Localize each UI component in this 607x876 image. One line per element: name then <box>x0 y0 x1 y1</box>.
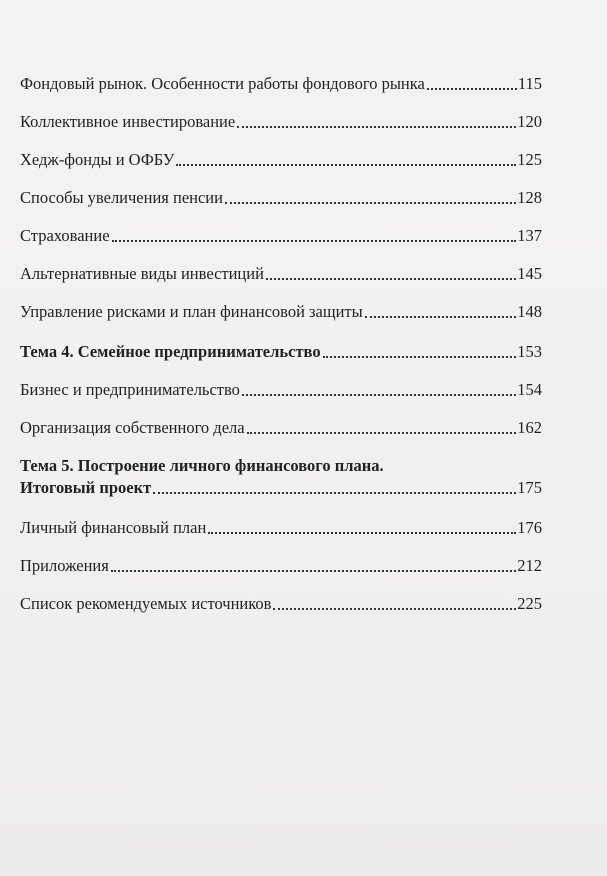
toc-dot-leader <box>112 240 517 242</box>
toc-entry <box>20 146 542 170</box>
toc-entry <box>20 70 542 94</box>
toc-entry <box>20 108 542 132</box>
toc-entry <box>20 514 542 538</box>
toc-page-number: 175 <box>517 478 542 497</box>
toc-entry-title: Список рекомендуемых источников <box>20 594 272 613</box>
toc-page-number: 225 <box>517 594 542 613</box>
toc-entry <box>20 414 542 438</box>
toc-entry <box>20 260 542 284</box>
toc-dot-leader <box>111 570 516 572</box>
toc-dot-leader <box>208 532 516 534</box>
toc-dot-leader <box>365 316 517 318</box>
toc-entry-title: Хедж-фонды и ОФБУ <box>20 150 175 169</box>
toc-dot-leader <box>273 608 516 610</box>
toc-page-number: 128 <box>517 188 542 207</box>
toc-entry <box>20 376 542 400</box>
toc-entry-title: Приложения <box>20 556 109 575</box>
toc-entry <box>20 552 542 576</box>
toc-page-number: 148 <box>517 302 542 321</box>
toc-page-number: 154 <box>517 380 542 399</box>
toc-dot-leader <box>242 394 516 396</box>
toc-page-number: 176 <box>517 518 542 537</box>
toc-dot-leader <box>323 356 517 358</box>
toc-page-number: 125 <box>517 150 542 169</box>
toc-dot-leader <box>427 88 517 90</box>
toc-entry <box>20 590 542 614</box>
toc-dot-leader <box>247 432 517 434</box>
toc-page-number: 162 <box>517 418 542 437</box>
toc-page-number: 120 <box>517 112 542 131</box>
toc-entry-title: Организация собственного дела <box>20 418 245 437</box>
toc-entry <box>20 222 542 246</box>
toc-topic-entry <box>20 474 542 498</box>
toc-entry-title: Итоговый проект <box>20 478 152 497</box>
toc-entry <box>20 184 542 208</box>
toc-entry-title: Управление рисками и план финансовой защиты <box>20 302 363 321</box>
toc-dot-leader <box>266 278 516 280</box>
toc-entry-title: Способы увеличения пенсии <box>20 188 223 207</box>
toc-dot-leader <box>225 202 516 204</box>
toc-dot-leader <box>153 492 516 494</box>
toc-entry-title: Бизнес и предпринимательство <box>20 380 240 399</box>
toc-page-number: 115 <box>517 74 542 93</box>
toc-entry-title: Альтернативные виды инвестиций <box>20 264 264 283</box>
toc-entry <box>20 298 542 322</box>
toc-topic-entry <box>20 338 542 362</box>
toc-page-number: 212 <box>517 556 542 575</box>
toc-page-number: 137 <box>517 226 542 245</box>
toc-dot-leader <box>176 164 516 166</box>
toc-topic-heading: Тема 5. Построение личного финансового плана. <box>20 456 384 475</box>
toc-dot-leader <box>237 126 516 128</box>
toc-page-number: 145 <box>517 264 542 283</box>
toc-entry-title: Коллективное инвестирование <box>20 112 236 131</box>
toc-entry-title: Фондовый рынок. Особенности работы фондового рынка <box>20 74 425 93</box>
toc-entry-title: Тема 4. Семейное предпринимательство <box>20 342 321 361</box>
toc-entry-title: Страхование <box>20 226 110 245</box>
toc-page-number: 153 <box>517 342 542 361</box>
toc-entry-title: Личный финансовый план <box>20 518 207 537</box>
